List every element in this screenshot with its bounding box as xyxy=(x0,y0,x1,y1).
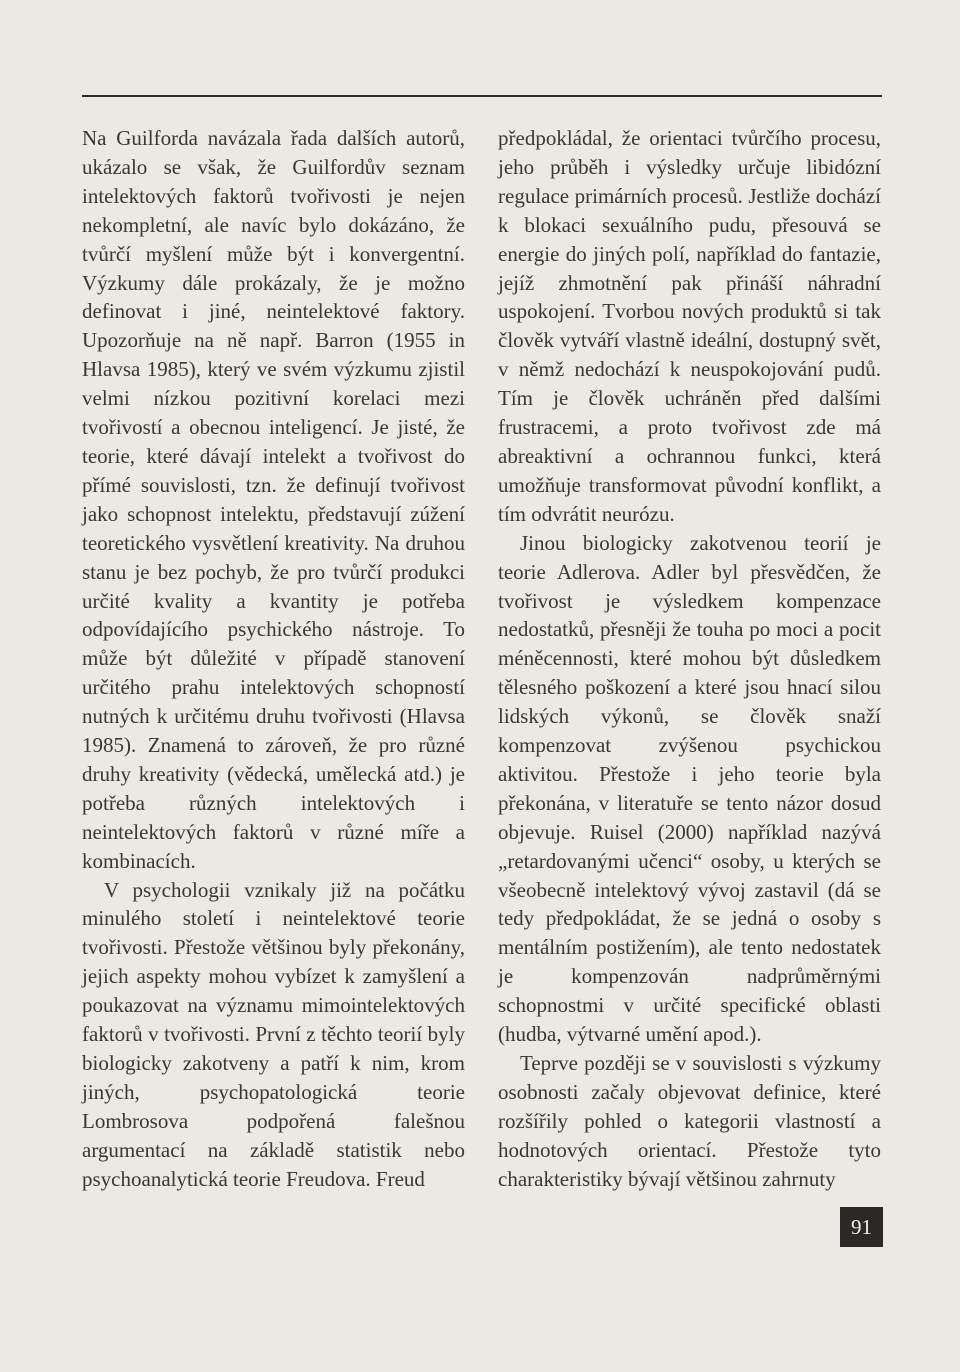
paragraph-personality-research: Teprve později se v souvislosti s výzkumy osobnosti začaly objevovat definice, které rozšířily pohled o kategorii vlastností a hodnotových orientací. Přestože tyto charakteristiky bývají většinou zahrnuty xyxy=(498,1051,881,1191)
header-rule xyxy=(82,95,882,97)
right-column xyxy=(498,124,881,1194)
paragraph-freud: předpokládal, že orientaci tvůrčího procesu, jeho průběh i výsledky určuje libidózní regulace primárních procesů. Jestliže dochází k blokaci sexuálního pudu, přesouvá se energie do jiných polí, například do fantazie, jejíž zhmotnění pak přináší náhradní uspokojení. Tvorbou nových produktů si tak člověk vytváří vlastně ideální, dostupný svět, v němž nedochází k neuspokojování pudů. Tím je člověk uchráněn před dalšími frustracemi, a proto tvořivost zde má abreaktivní a ochrannou funkci, která umožňuje transformovat původní konflikt, a tím odvrátit neurózu. xyxy=(498,126,881,526)
page-number: 91 xyxy=(840,1207,883,1247)
paragraph-adler: Jinou biologicky zakotvenou teorií je teorie Adlerova. Adler byl přesvědčen, že tvořivost je výsledkem kompenzace nedostatků, přesněji že touha po moci a pocit méněcennosti, které mohou být důsledkem tělesného poškození a které jsou hnací silou lidských výkonů, se člověk snaží kompenzovat zvýšenou psychickou aktivitou. Přestože i jeho teorie byla překonána, v literatuře se tento názor dosud objevuje. Ruisel (2000) například nazývá „retardovanými učenci“ osoby, u kterých se všeobecně intelektový vývoj zastavil (dá se tedy předpokládat, že se jedná o osoby s mentálním postižením), ale tento nedostatek je kompenzován nadprůměrnými schopnostmi v určité specifické oblasti (hudba, výtvarné umění apod.). xyxy=(498,530,881,1047)
paragraph-nonintellectual-theories: V psychologii vznikaly již na počátku minulého století i neintelektové teorie tvořivosti. Přestože většinou byly překonány, jejich aspekty mohou vybízet k zamyšlení a poukazovat na významu mimointelektových faktorů v tvořivosti. První z těchto teorií byly biologicky zakotveny a patří k nim, krom jiných, psychopatologická teorie Lombrosova podpořená falešnou argumentací na základě statistik nebo psychoanalytická teorie Freudova. Freud xyxy=(82,877,465,1191)
paragraph-guilford: Na Guilforda navázala řada dalších autorů, ukázalo se však, že Guilfordův seznam intelektových faktorů tvořivosti je nejen nekompletní, ale navíc bylo dokázáno, že tvůrčí myšlení může být i konvergentní. Výzkumy dále prokázaly, že je možno definovat i jiné, neintelektové faktory. Upozorňuje na ně např. Barron (1955 in Hlavsa 1985), který ve svém výzkumu zjistil velmi nízkou pozitivní korelaci mezi tvořivostí a obecnou inteligencí. Je jisté, že teorie, které dávají intelekt a tvořivost do přímé souvislosti, tzn. že definují tvořivost jako schopnost intelektu, představují zúžení teoretického vysvětlení kreativity. Na druhou stanu je bez pochyb, že pro tvůrčí produkci určité kvality a kvantity je potřeba odpovídajícího psychického nástroje. To může být důležité v případě stanovení určitého prahu intelektových schopností nutných k určitému druhu tvořivosti (Hlavsa 1985). Znamená to zároveň, že pro různé druhy kreativity (vědecká, umělecká atd.) je potřeba různých intelektových i neintelektových faktorů v různé míře a kombinacích. xyxy=(82,126,465,873)
left-column xyxy=(82,124,465,1194)
